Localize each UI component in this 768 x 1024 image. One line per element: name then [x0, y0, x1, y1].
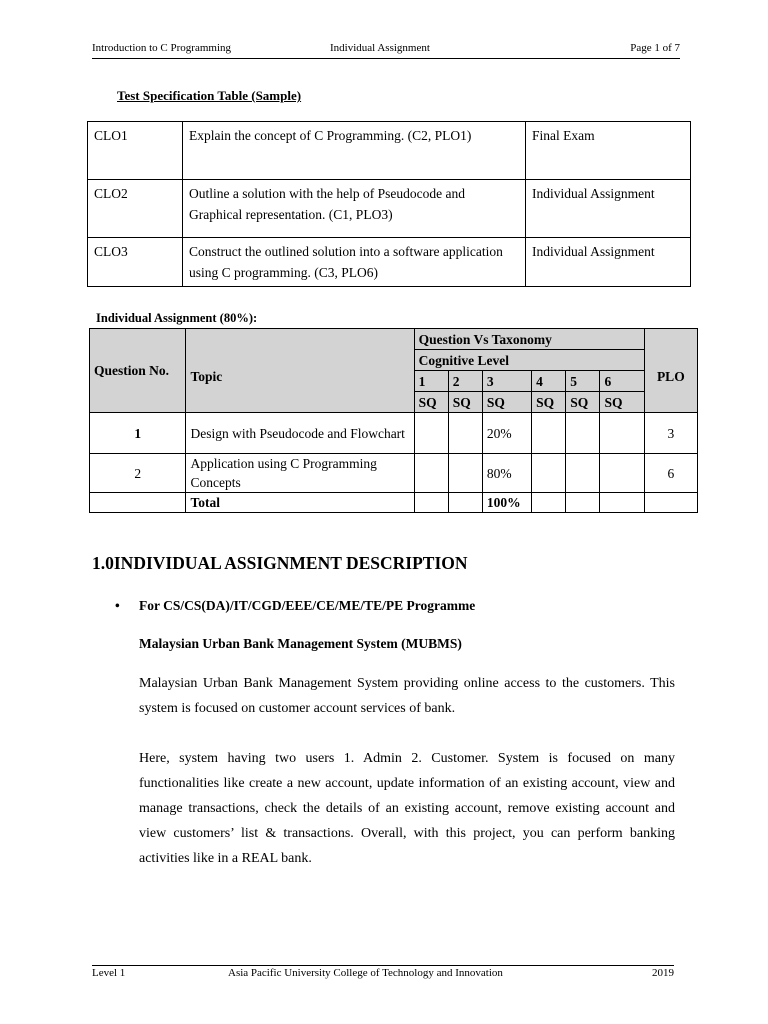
- level-header: 1: [414, 371, 448, 392]
- topic-header: Topic: [186, 329, 414, 413]
- sq-header: SQ: [482, 392, 531, 413]
- header-doc-type: Individual Assignment: [330, 42, 430, 54]
- level-value: 20%: [482, 413, 531, 454]
- footer-institution: Asia Pacific University College of Technology and Innovation: [228, 967, 503, 979]
- plo-value: 6: [644, 454, 697, 493]
- clo-description: Construct the outlined solution into a software application using C programming. (C3, PLO6): [183, 238, 526, 287]
- plo-value: 3: [644, 413, 697, 454]
- table-row: [88, 238, 691, 287]
- table-row: [90, 454, 698, 493]
- clo-description: Outline a solution with the help of Pseudocode and Graphical representation. (C1, PLO3): [183, 180, 526, 238]
- empty-cell: [448, 454, 482, 493]
- sq-header: SQ: [566, 392, 600, 413]
- sq-header: SQ: [532, 392, 566, 413]
- level-header: 3: [482, 371, 531, 392]
- empty-cell: [448, 413, 482, 454]
- clo-assessment: Individual Assignment: [526, 238, 691, 287]
- level-header: 2: [448, 371, 482, 392]
- description-paragraph: Here, system having two users 1. Admin 2. Customer. System is focused on many functionalities like create a new account, update information of an existing account, view and manage transactions, check the details of an existing account, remove existing account and view customers’ list & transactions. Overall, with this project, you can perform banking activities like in a REAL bank.: [139, 751, 675, 866]
- table-total-row: [90, 493, 698, 513]
- empty-cell: [566, 454, 600, 493]
- page-header: [92, 42, 680, 59]
- empty-cell: [532, 413, 566, 454]
- sq-header: SQ: [414, 392, 448, 413]
- footer-level: Level 1: [92, 967, 126, 979]
- table-header-row: [90, 329, 698, 350]
- total-value: 100%: [482, 493, 531, 513]
- clo-assessment: Individual Assignment: [526, 180, 691, 238]
- level-header: 4: [532, 371, 566, 392]
- question-number: 1: [90, 413, 186, 454]
- empty-cell: [90, 493, 186, 513]
- table-row: [88, 180, 691, 238]
- system-title: Malaysian Urban Bank Management System (MUBMS): [139, 636, 462, 651]
- clo-id: CLO1: [88, 122, 183, 180]
- empty-cell: [532, 493, 566, 513]
- level-value: 80%: [482, 454, 531, 493]
- header-course: Introduction to C Programming: [92, 42, 232, 54]
- cognitive-level-header: Cognitive Level: [414, 350, 644, 371]
- clo-id: CLO3: [88, 238, 183, 287]
- empty-cell: [414, 413, 448, 454]
- empty-cell: [600, 454, 644, 493]
- empty-cell: [448, 493, 482, 513]
- empty-cell: [566, 413, 600, 454]
- programme-text: For CS/CS(DA)/IT/CGD/EEE/CE/ME/TE/PE Programme: [139, 598, 476, 613]
- empty-cell: [600, 493, 644, 513]
- plo-header: PLO: [644, 329, 697, 413]
- question-no-header: Question No.: [90, 329, 186, 413]
- clo-description: Explain the concept of C Programming. (C2, PLO1): [183, 122, 526, 180]
- section-heading: 1.0INDIVIDUAL ASSIGNMENT DESCRIPTION: [92, 553, 468, 573]
- clo-assessment: Final Exam: [526, 122, 691, 180]
- empty-cell: [644, 493, 697, 513]
- clo-spec-table: [87, 121, 691, 287]
- empty-cell: [414, 454, 448, 493]
- taxonomy-header: Question Vs Taxonomy: [414, 329, 644, 350]
- topic-cell: Application using C Programming Concepts: [186, 454, 414, 493]
- table-row: [88, 122, 691, 180]
- sq-header: SQ: [448, 392, 482, 413]
- empty-cell: [414, 493, 448, 513]
- bullet-icon: •: [115, 598, 120, 613]
- total-label: Total: [186, 493, 414, 513]
- footer-year: 2019: [652, 967, 674, 979]
- clo-id: CLO2: [88, 180, 183, 238]
- question-number: 2: [90, 454, 186, 493]
- empty-cell: [532, 454, 566, 493]
- topic-cell: Design with Pseudocode and Flowchart: [186, 413, 414, 454]
- header-page-number: Page 1 of 7: [630, 42, 680, 54]
- level-header: 6: [600, 371, 644, 392]
- table-row: [90, 413, 698, 454]
- spec-table-title: Test Specification Table (Sample): [117, 88, 302, 103]
- level-header: 5: [566, 371, 600, 392]
- empty-cell: [566, 493, 600, 513]
- page-footer: [92, 965, 674, 984]
- sq-header: SQ: [600, 392, 644, 413]
- assignment-table: [89, 328, 698, 513]
- assignment-table-title: Individual Assignment (80%):: [96, 311, 258, 325]
- description-paragraph: Malaysian Urban Bank Management System providing online access to the customers. This system is focused on customer account services of bank.: [139, 676, 675, 716]
- empty-cell: [600, 413, 644, 454]
